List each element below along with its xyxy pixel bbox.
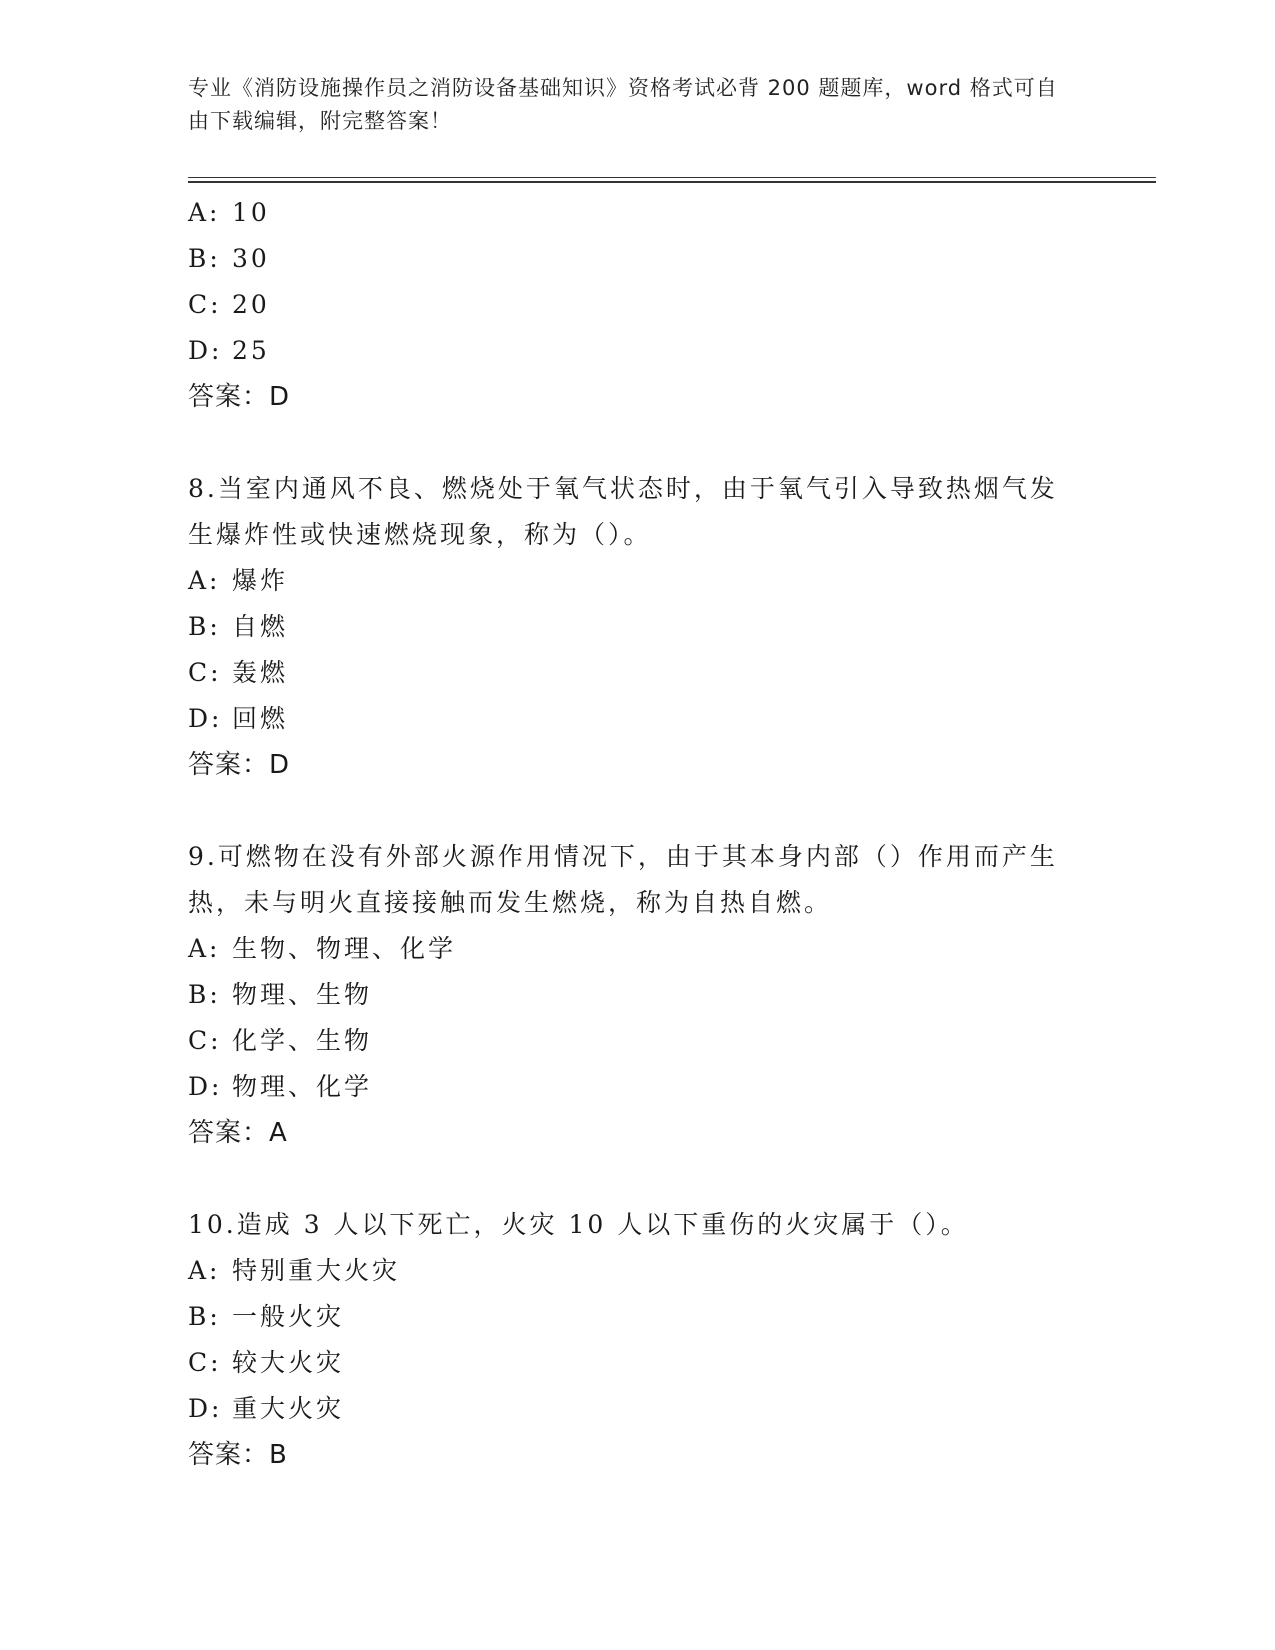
option-d: D: 回燃 xyxy=(188,704,289,733)
question-8-block xyxy=(188,466,1068,788)
option-b: B: 自燃 xyxy=(188,612,289,641)
question-stem: 9.可燃物在没有外部火源作用情况下，由于其本身内部（）作用而产生热，未与明火直接接触而发生燃烧，称为自热自燃。 xyxy=(188,842,1058,917)
answer-line: 答案：A xyxy=(188,1118,288,1148)
question-stem: 10.造成 3 人以下死亡，火灾 10 人以下重伤的火灾属于（）。 xyxy=(188,1210,969,1239)
option-a: A: 特别重大火灾 xyxy=(188,1256,401,1285)
question-7-block xyxy=(188,190,1068,420)
answer-line: 答案：D xyxy=(188,750,291,780)
option-c: C: 化学、生物 xyxy=(188,1026,373,1055)
answer-line: 答案：B xyxy=(188,1440,288,1470)
question-list xyxy=(188,190,1068,1478)
option-b: B: 一般火灾 xyxy=(188,1302,345,1331)
option-c: C: 20 xyxy=(188,290,270,319)
question-9-block xyxy=(188,834,1068,1156)
spacer xyxy=(188,788,1068,834)
option-b: B: 物理、生物 xyxy=(188,980,373,1009)
option-d: D: 25 xyxy=(188,336,270,365)
question-10-block xyxy=(188,1202,1068,1478)
answer-line: 答案：D xyxy=(188,382,291,412)
option-c: C: 较大火灾 xyxy=(188,1348,345,1377)
header-rule-top xyxy=(188,177,1156,178)
document-header: 专业《消防设施操作员之消防设备基础知识》资格考试必背 200 题题库，word 格式可自由下载编辑，附完整答案！ xyxy=(188,76,1058,133)
option-d: D: 重大火灾 xyxy=(188,1394,345,1423)
question-stem: 8.当室内通风不良、燃烧处于氧气状态时，由于氧气引入导致热烟气发生爆炸性或快速燃烧现象，称为（）。 xyxy=(188,474,1058,549)
option-a: A: 10 xyxy=(188,198,270,227)
option-c: C: 轰燃 xyxy=(188,658,289,687)
header-rule-bottom xyxy=(188,181,1156,183)
option-a: A: 爆炸 xyxy=(188,566,289,595)
option-a: A: 生物、物理、化学 xyxy=(188,934,457,963)
spacer xyxy=(188,1156,1068,1202)
option-b: B: 30 xyxy=(188,244,270,273)
spacer xyxy=(188,420,1068,466)
option-d: D: 物理、化学 xyxy=(188,1072,373,1101)
